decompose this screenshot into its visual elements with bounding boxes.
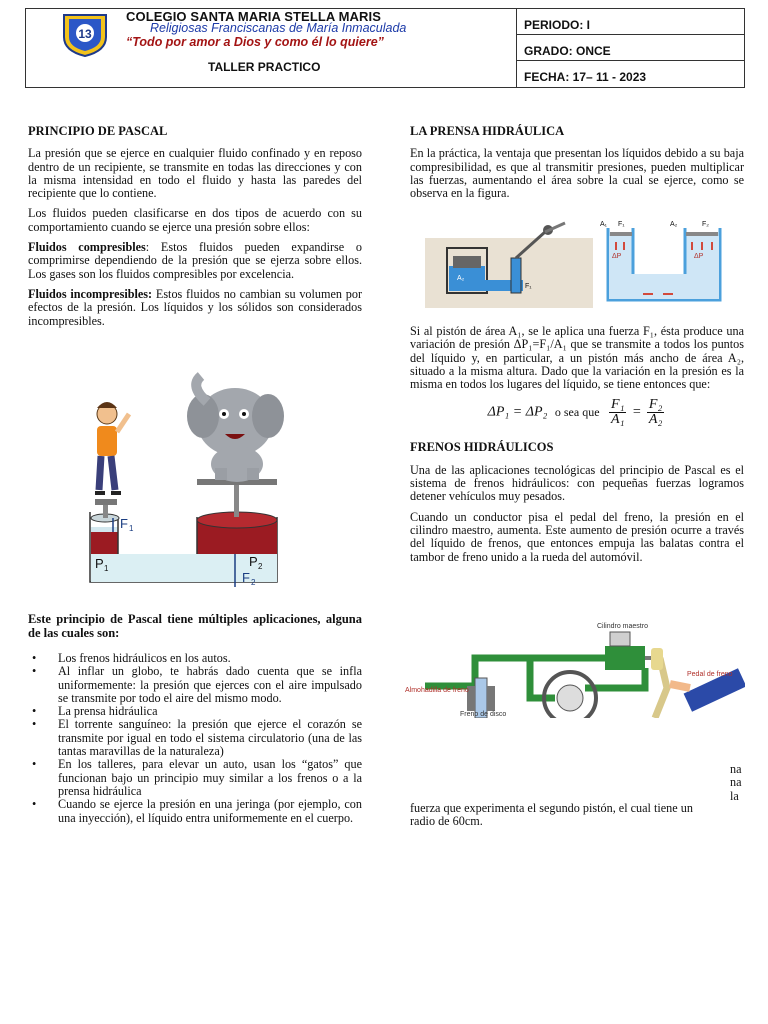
svg-text:P: P bbox=[249, 554, 258, 569]
hydraulic-press-illustration bbox=[425, 218, 593, 308]
svg-text:F: F bbox=[120, 516, 128, 531]
application-item: • Los frenos hidráulicos en los autos. bbox=[28, 652, 362, 665]
header-info-block bbox=[516, 9, 744, 87]
svg-text:P: P bbox=[95, 556, 104, 571]
prensa-heading: LA PRENSA HIDRÁULICA bbox=[410, 124, 565, 138]
application-item: • En los talleres, para elevar un auto, usan los “gatos” que funcionan bajo un principio muy similar a los frenos o a la prensa hidráulica bbox=[28, 758, 362, 798]
svg-text:F: F bbox=[242, 570, 250, 585]
incompresibles-paragraph bbox=[28, 288, 362, 328]
right-column bbox=[410, 125, 744, 207]
school-crest-logo bbox=[60, 11, 110, 57]
pascal-heading: PRINCIPIO DE PASCAL bbox=[28, 124, 168, 138]
svg-text:ΔP: ΔP bbox=[612, 253, 622, 260]
pascal-elephant-illustration bbox=[85, 372, 290, 597]
svg-text:Pedal de freno: Pedal de freno bbox=[687, 671, 733, 678]
prensa-paragraph-1: En la práctica, la ventaja que presentan los líquidos debido a su baja compresibilidad, es que al transmitir presiones, pueden multiplicar las fuerzas, aumentando el área sobre la cual se ejerce, como se observa en la figura. bbox=[410, 146, 744, 201]
svg-text:F₁: F₁ bbox=[525, 283, 532, 290]
application-item: • El torrente sanguíneo: la presión que ejerce el corazón se transmite por igual en todo el sistema circulatorio (una de las tantas maravillas de la naturaleza) bbox=[28, 718, 362, 758]
svg-text:13: 13 bbox=[78, 27, 92, 41]
school-name: COLEGIO SANTA MARIA STELLA MARIS bbox=[126, 9, 382, 24]
brake-system-illustration bbox=[405, 618, 745, 718]
prensa-paragraph-2: Si al pistón de área A₁, se le aplica una fuerza F₁, ésta produce una variación de presión ΔP₁=F₁/A₁ que se transmite a todos los puntos del líquido y, en particular, a un pistón más ancho de área A₂, situado a la misma altura. Dado que la variación en la presión es la misma en todos los lugares del líquido, se tiene entonces que: bbox=[410, 324, 744, 392]
svg-text:Cilindro maestro: Cilindro maestro bbox=[597, 623, 648, 630]
problem-line-2: radio de 60cm. bbox=[410, 814, 483, 829]
formula-equals: = bbox=[631, 405, 642, 421]
truncated-line-ends: na na la bbox=[730, 762, 742, 803]
problem-line-1: fuerza que experimenta el segundo pistón, el cual tiene un bbox=[410, 801, 693, 815]
frenos-heading: FRENOS HIDRÁULICOS bbox=[410, 440, 554, 455]
application-item: • Al inflar un globo, te habrás dado cuenta que se infla uniformemente: la presión que ejerces con el aire impulsado se transmite por todo el aire del mismo modo. bbox=[28, 665, 362, 705]
svg-text:ΔP: ΔP bbox=[694, 253, 704, 260]
pascal-paragraph-2: Los fluidos pueden clasificarse en dos tipos de acuerdo con su comportamiento cuando se ejerce una presión sobre ellos: bbox=[28, 206, 362, 234]
compresibles-paragraph bbox=[28, 241, 362, 281]
school-subtitle: Religiosas Franciscanas de María Inmaculada bbox=[150, 21, 407, 35]
application-item: • Cuando se ejerce la presión en una jeringa (por ejemplo, con una inyección), el líquido entra uniformemente en el cuerpo. bbox=[28, 798, 362, 825]
pressure-transmission-diagram bbox=[598, 218, 728, 308]
compresibles-text: : Estos fluidos pueden expandirse o comprimirse dependiendo de la presión que se ejerza sobre ellos. Los gases son los fluidos compresibles por excelencia. bbox=[28, 240, 363, 281]
fecha-cell: FECHA: 17– 11 - 2023 bbox=[524, 70, 647, 84]
formula-fraction-1: $\frac{\text{F₁}}{\text{A₁}}$ bbox=[611, 397, 625, 428]
svg-text:F₂: F₂ bbox=[702, 221, 709, 228]
svg-text:Freno de disco: Freno de disco bbox=[460, 711, 507, 718]
compresibles-term: Fluidos compresibles bbox=[28, 240, 146, 255]
frenos-paragraph-2: Cuando un conductor pisa el pedal del freno, la presión en el cilindro maestro, aumenta. Este aumento de presión ocurre a través del líquido de frenos, que entonces empuja las balatas contra el tambor de freno unido a la rueda del automóvil. bbox=[410, 509, 744, 564]
school-motto: “Todo por amor a Dios y como él lo quiere” bbox=[126, 35, 384, 49]
formula-middle: o sea que bbox=[554, 405, 600, 420]
svg-text:A₁: A₁ bbox=[600, 221, 608, 228]
almohadilla-label: Almohadilla de freno bbox=[405, 687, 469, 694]
svg-text:A₂: A₂ bbox=[670, 221, 678, 228]
left-column-bottom bbox=[28, 612, 362, 825]
right-column-mid bbox=[410, 325, 744, 571]
applications-list bbox=[28, 652, 362, 825]
svg-text:2: 2 bbox=[251, 578, 256, 587]
frenos-paragraph-1: Una de las aplicaciones tecnológicas del principio de Pascal es el sistema de frenos hidráulicos: con pequeñas fuerzas logramos detener vehículos muy pesados. bbox=[410, 462, 744, 504]
svg-text:A₂: A₂ bbox=[457, 275, 465, 282]
problem-text bbox=[410, 802, 744, 829]
document-type: TALLER PRACTICO bbox=[208, 60, 321, 74]
application-item: • La prensa hidráulica bbox=[28, 705, 362, 718]
grado-cell: GRADO: ONCE bbox=[516, 35, 744, 61]
formula-fraction-2: $\frac{\text{F₂}}{\text{A₂}}$ bbox=[648, 397, 663, 428]
pascal-paragraph-1: La presión que se ejerce en cualquier fluido confinado y en reposo dentro de un recipiente, se transmite en todas las direcciones y con la misma intensidad en todo el fluido y hasta las paredes del recipiente que lo contiene. bbox=[28, 146, 362, 201]
applications-intro: Este principio de Pascal tiene múltiples aplicaciones, alguna de las cuales son: bbox=[28, 612, 362, 640]
incompresibles-text: Estos fluidos no cambian su volumen por efectos de la presión. Los líquidos y los sólidos son considerados incompresibles. bbox=[28, 286, 363, 328]
svg-text:1: 1 bbox=[129, 524, 134, 533]
svg-text:1: 1 bbox=[104, 564, 109, 573]
formula-left: ΔP₁ = ΔP₂ bbox=[487, 405, 548, 421]
document-header bbox=[25, 8, 745, 88]
left-column bbox=[28, 125, 362, 335]
svg-text:2: 2 bbox=[258, 562, 263, 571]
periodo-cell: PERIODO: I bbox=[516, 9, 744, 35]
incompresibles-term: Fluidos incompresibles: bbox=[28, 286, 153, 301]
header-title-block bbox=[26, 9, 517, 87]
pascal-formula bbox=[410, 398, 744, 427]
svg-text:F₁: F₁ bbox=[618, 221, 625, 228]
